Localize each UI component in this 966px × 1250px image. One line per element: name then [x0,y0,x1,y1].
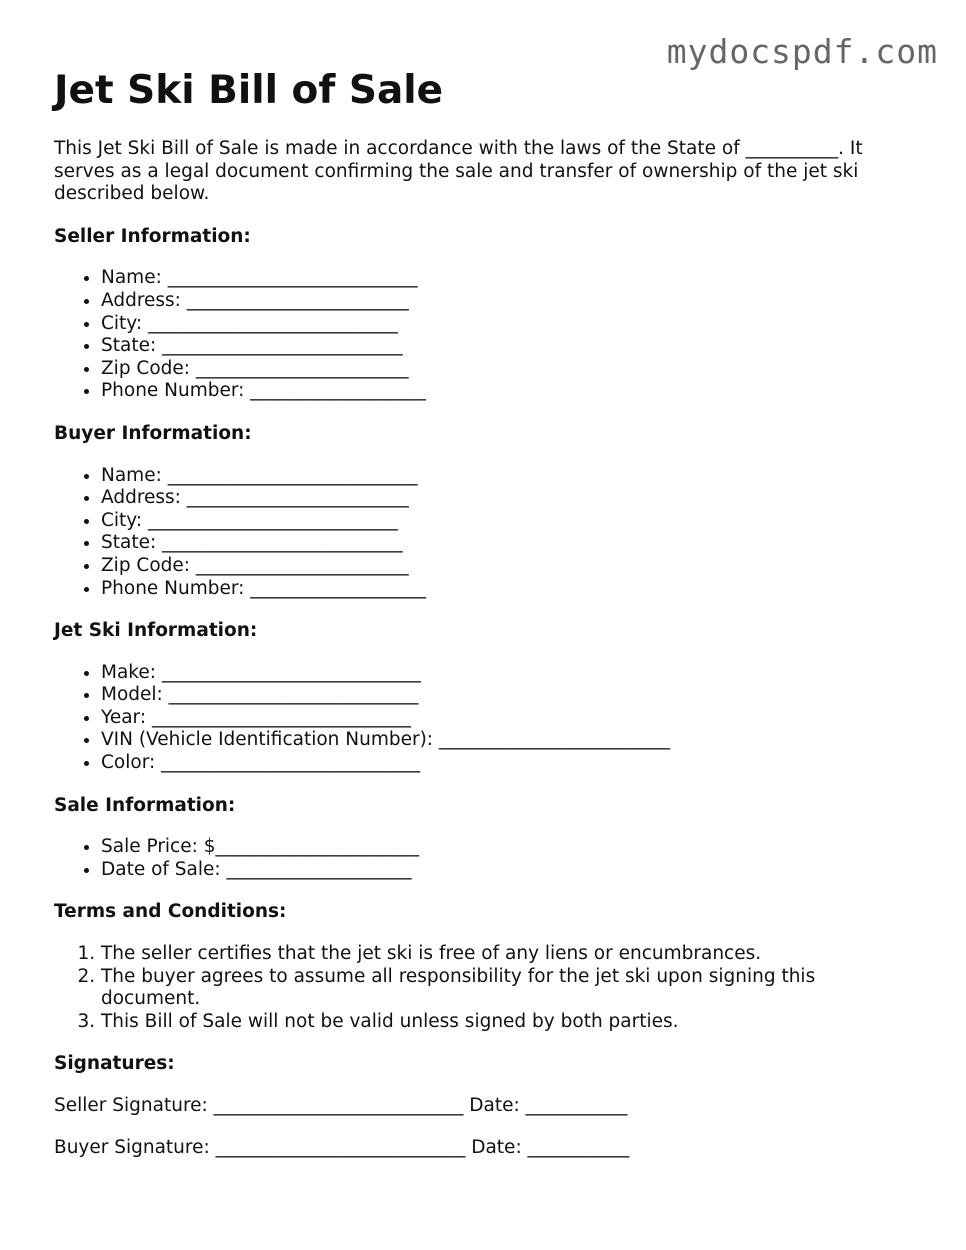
sale-date-field: • Date of Sale: ____________________ [101,859,914,882]
document-page [54,66,914,1159]
buyer-city-field: • City: ___________________________ [101,510,914,533]
signatures-heading: Signatures: [54,1053,175,1075]
terms-list [54,943,914,1033]
buyer-zip-field: • Zip Code: _______________________ [101,555,914,578]
buyer-address-field: • Address: ________________________ [101,487,914,510]
terms-item: 1. The seller certifies that the jet ski is free of any liens or encumbrances. [101,943,914,966]
buyer-name-field: • Name: ___________________________ [101,465,914,488]
document-title: Jet Ski Bill of Sale [54,68,444,113]
jetski-make-field: • Make: ____________________________ [101,662,914,685]
jetski-color-field: • Color: ____________________________ [101,752,914,775]
jetski-heading: Jet Ski Information: [54,620,258,642]
sale-list [54,836,914,881]
seller-heading: Seller Information: [54,225,251,247]
jetski-vin-field: • VIN (Vehicle Identification Number): _________________________ [101,729,914,752]
seller-zip-field: • Zip Code: _______________________ [101,358,914,381]
buyer-state-field: • State: __________________________ [101,532,914,555]
jetski-list [54,662,914,775]
seller-phone-field: • Phone Number: ___________________ [101,380,914,403]
sale-heading: Sale Information: [54,794,236,816]
terms-heading: Terms and Conditions: [54,901,287,923]
terms-item: 3. This Bill of Sale will not be valid unless signed by both parties. [101,1011,914,1034]
buyer-phone-field: • Phone Number: ___________________ [101,578,914,601]
watermark: mydocspdf.com [666,32,938,71]
seller-address-field: • Address: ________________________ [101,290,914,313]
seller-name-field: • Name: ___________________________ [101,267,914,290]
intro-paragraph: This Jet Ski Bill of Sale is made in accordance with the laws of the State of __________. It serves as a legal document confirming the sale and transfer of ownership of the jet ski described below. [54,138,863,205]
seller-state-field: • State: __________________________ [101,335,914,358]
buyer-signature-line: Buyer Signature: ___________________________ Date: ___________ [54,1136,630,1158]
seller-signature-line: Seller Signature: ___________________________ Date: ___________ [54,1095,628,1116]
jetski-model-field: • Model: ___________________________ [101,684,914,707]
buyer-list [54,465,914,601]
buyer-heading: Buyer Information: [54,422,252,444]
seller-list [54,267,914,403]
jetski-year-field: • Year: ____________________________ [101,707,914,730]
seller-city-field: • City: ___________________________ [101,313,914,336]
terms-item: 2. The buyer agrees to assume all responsibility for the jet ski upon signing this document. [101,966,914,1011]
sale-price-field: • Sale Price: $______________________ [101,836,914,859]
